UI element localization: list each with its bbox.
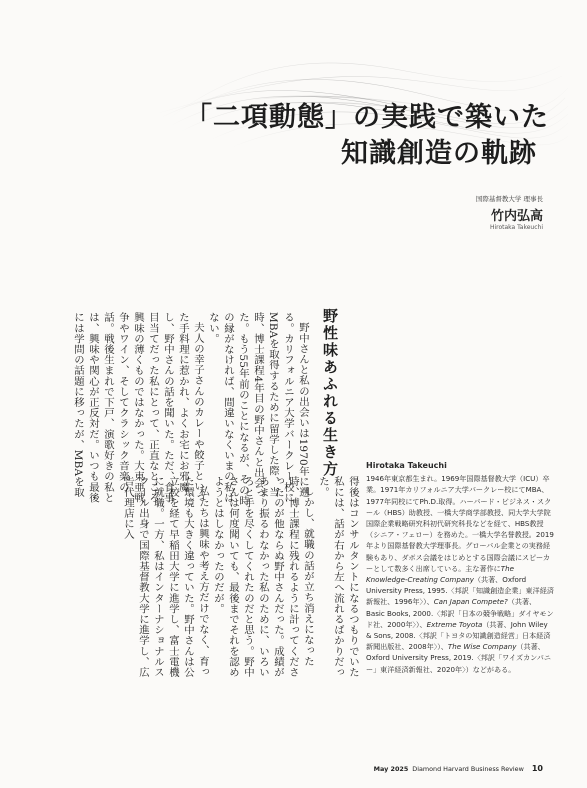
page-number: 10	[531, 764, 543, 773]
book-title: The Wise Company	[447, 642, 517, 652]
byline	[476, 194, 543, 231]
author-name: 竹内弘高	[490, 209, 543, 224]
magazine-name: Diamond Harvard Business Review	[412, 765, 524, 773]
author-bio	[366, 460, 554, 675]
issue-date: May 2025	[373, 765, 409, 773]
article-title	[185, 100, 565, 172]
book-title: Extreme Toyota	[426, 619, 483, 629]
section-heading: 野性味あふれる生き方	[321, 308, 339, 478]
body-column-bottom	[60, 476, 360, 681]
body-paragraph: 私たちは興味や考え方だけでなく、育った環境も大きく違っていた。野中さんは公立校を経て早稲田大学に進学し、富士電機に就職。一方、私はインターナショナルスクール出身で国際基督教大学に進学し、広告代理店に入	[122, 476, 209, 678]
bio-name: Hirotaka Takeuchi	[366, 461, 447, 470]
bio-text: 1946年東京都生まれ。1969年国際基督教大学（ICU）卒業。1971年カリフォルニア大学バークレー校にてMBA、1977年同校にてPh.D.取得。ハーバード・ビジネス・スクール（HBS）助教授、一橋大学商学部教授、同大学大学院国際企業戦略研究科初代研究科長などを経て、HBS教授（シニア・フェロー）を務めた。一橋大学名誉教授。2019年より国際基督教大学理事長。グローバル企業との実務経験もあり、ダボス会議をはじめとする国際会議にスピーカーとして数多く出席している。主な著作にThe Knowledge-Creating Company（共著、Oxford University Press, 1995.〈邦訳「知識創造企業」東洋経済新報社、1996年〉）、Can Japan Compete?（共著、Basic Books, 2000.〈邦訳「日本の競争戦略」ダイヤモンド社、2000年〉）、Extreme Toyota（共著、John Wiley & Sons, 2008.〈邦訳「トヨタの知識創造経営」日本経済新聞出版社、2008年〉）、The Wise Company（共著、Oxford University Press, 2019.〈邦訳「ワイズカンパニー」東洋経済新報社、2020年〉）などがある。	[366, 474, 554, 674]
article-title-line-2: 知識創造の軌跡	[341, 138, 537, 169]
book-title: Can Japan Compete?	[433, 597, 508, 607]
author-affiliation: 国際基督教大学 理事長	[475, 195, 543, 203]
page-footer	[374, 764, 543, 773]
body-paragraph: 夫人の幸子さんのカレーや餃子といった手料理に惹かれ、よくお宅にお邪魔し、野中さんの話を聞いた。ただ、食事目当てだった私にとって、正直なところ興味の薄くものではなかった。大東亜戦争やワイン、そしてクラシック音楽の話。戦後生まれで下戸、演歌好きの私とは、興味や関心が正反対だ。いつも最後には学問の話題に移ったが、MBAを取	[72, 312, 204, 503]
book-title: The Knowledge-Creating Company	[366, 563, 514, 585]
article-title-line-1: 「二項動態」の実践で築いた	[185, 102, 549, 133]
body-paragraph: しかし、就職の話が立ち消えになった時、博士課程に残れるように計ってくださったのが他ならぬ野中さんだった。成績があまり振るわなかった私のために、いろいろと手を尽くしてくれたのだと思う。野中さんは何度聞いても、最後までそれを認めようとはしなかったのだが。	[212, 476, 314, 678]
body-paragraph: 野中さんと私の出会いは1970年に遡る。カリフォルニア大学バークレー校にMBAを取得するために留学した際、当時、博士課程4年目の野中さんと出会った。もう55年前のことになるが、その時の縁がなければ、間違いなくいまの私はない。	[207, 312, 309, 506]
author-name-english: Hirotaka Takeuchi	[489, 224, 543, 231]
body-paragraph: 得後はコンサルタントになるつもりでいた私には、話が右から左へ流れるばかりだった。	[317, 476, 359, 678]
